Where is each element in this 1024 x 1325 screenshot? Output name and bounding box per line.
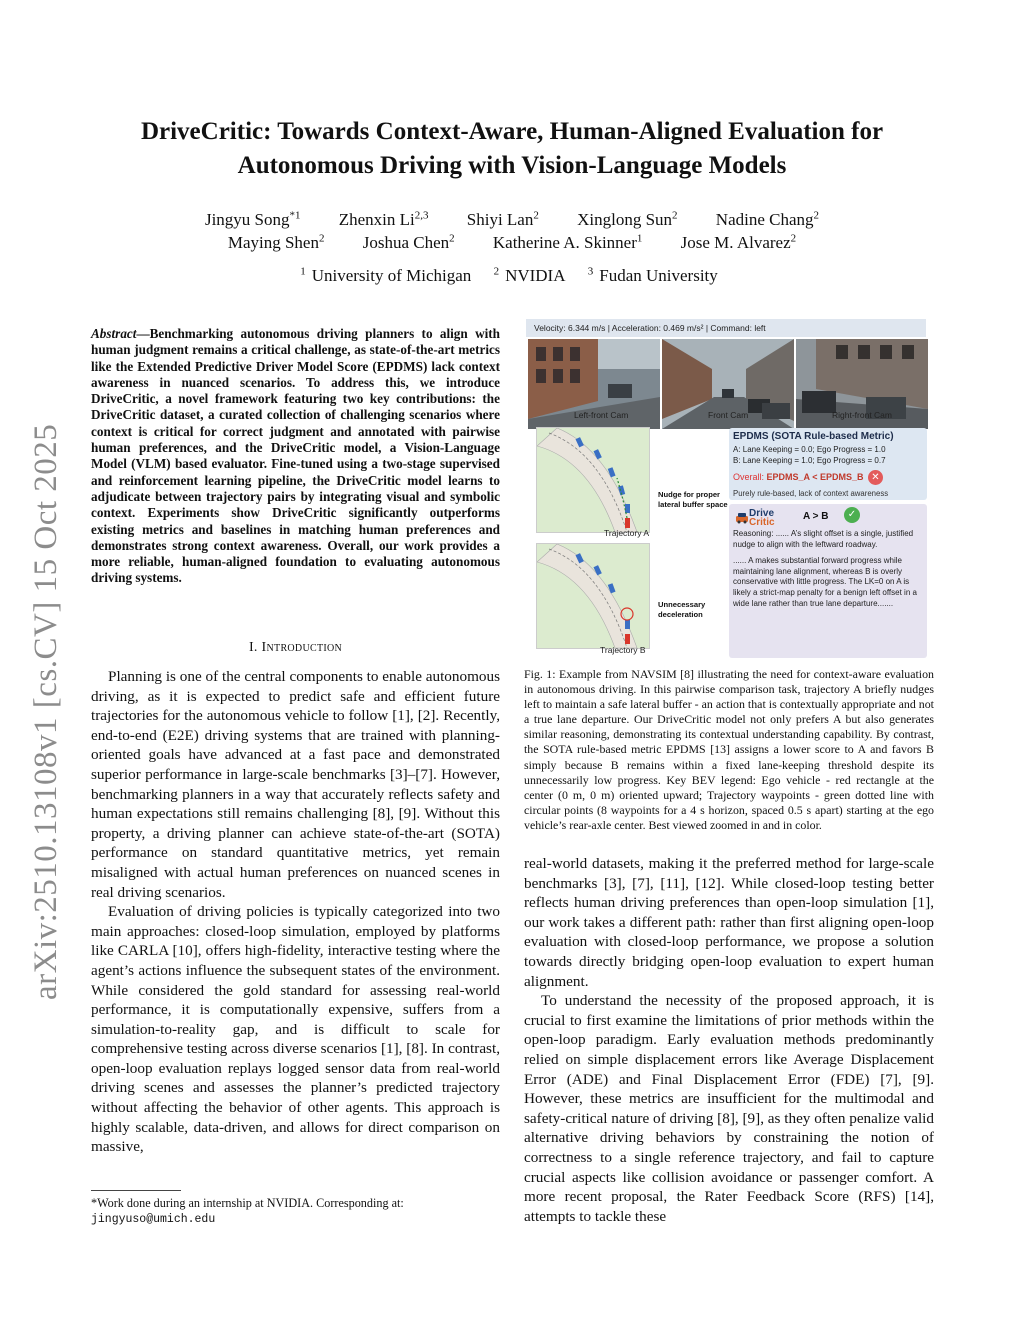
author: Zhenxin Li$^{2,3}$ bbox=[338, 209, 429, 229]
check-icon: ✓ bbox=[844, 507, 860, 523]
footnote: *Work done during an internship at NVIDIA. Corresponding at: jingyuso@umich.edu bbox=[91, 1196, 404, 1226]
epdms-title: EPDMS (SOTA Rule-based Metric) bbox=[733, 431, 894, 442]
affiliation: $^3$ Fudan University bbox=[587, 265, 718, 285]
drivecritic-logo: Drive Critic bbox=[735, 509, 785, 527]
paper-title bbox=[90, 115, 934, 183]
paragraph: Planning is one of the central components to enable autonomous driving, as it is expected to predict safe and efficient future trajectories for the autonomous vehicle to follow [1], [2]. Recently, end-to-end (E2E) driving systems that are trained with planning-oriented goals have advanced at a fast pace and demonstrated superior performance in large-scale benchmarks [3]–[7]. However, benchmarking planners in a way that accurately reflects safety and human expectations still remains challenging [8], [9]. Without this property, a driving planner can achieve state-of-the-art (SOTA) performance on standard quantitative metrics, yet remain misaligned with actual human preferences on nuanced scenes in real driving scenarios. bbox=[91, 668, 500, 901]
annotation-nudge: Nudge for proper lateral buffer space bbox=[658, 490, 728, 509]
affiliation: $^1$ University of Michigan bbox=[300, 265, 472, 285]
epdms-overall: Overall: EPDMS_A < EPDMS_B bbox=[733, 472, 864, 482]
car-icon bbox=[735, 512, 749, 524]
affiliation: $^2$ NVIDIA bbox=[493, 265, 566, 285]
paragraph: Evaluation of driving policies is typically categorized into two main approaches: closed-loop simulation, employed by platforms like CARLA [10], offers high-fidelity, interactive testing where the agent’s actions influence the subsequent states of the environment. While considered the gold standard for assessing real-world performance, it is computationally expensive, suffers from a simulation-to-reality gap, and is difficult to scale for comprehensive testing across diverse scenarios [1], [8]. In contrast, open-loop evaluation replays logged sensor data from real-world driving scenes and assesses the planner’s predicted trajectory without affecting the behavior of other agents. This approach is highly scalable, data-driven, and allows for direct comparison on massive, bbox=[91, 903, 500, 1156]
epdms-note: Purely rule-based, lack of context awareness bbox=[733, 489, 889, 498]
arxiv-stamp: arXiv:2510.13108v1 [cs.CV] 15 Oct 2025 bbox=[28, 423, 64, 1000]
abstract-text: Benchmarking autonomous driving planners to align with human judgment remains a critical challenge, as state-of-the-art metrics like the Extended Predictive Driver Model Score (EPDMS) lack context awareness in nuanced scenarios. To address this, we introduce DriveCritic, a novel framework featuring two key contributions: the DriveCritic dataset, a curated collection of challenging scenarios where context is critical for correct judgment and annotated with pairwise human preferences, and the DriveCritic model, a Vision-Language Model (VLM) based evaluator. Fine-tuned using a two-stage supervised and reinforcement learning pipeline, the DriveCritic model learns to adjudicate between trajectory pairs by integrating visual and symbolic context. Experiments show DriveCritic significantly outperforms existing metrics and baselines in matching human preferences and demonstrates strong context awareness. Overall, our work provides a more reliable, human-aligned foundation to evaluating autonomous driving systems. bbox=[91, 326, 500, 586]
author: Joshua Chen$^2$ bbox=[362, 232, 455, 252]
critic-reasoning bbox=[733, 529, 923, 615]
figure-1 bbox=[524, 318, 928, 658]
drivecritic-panel bbox=[729, 504, 927, 658]
cam-label-front: Front Cam bbox=[708, 410, 749, 420]
figure-caption: Fig. 1: Example from NAVSIM [8] illustrating the need for context-aware evaluation in autonomous driving. In this pairwise comparison task, trajectory A briefly nudges left to maintain a safe lateral buffer - an action that is contextually appropriate and not a true lane departure. Our DriveCritic model not only prefers A but also generates similar reasoning, demonstrating its contextual understanding capability. By contrast, the SOTA rule-based metric EPDMS [13] assigns a lower score to A and favors B simply because B remains within a fixed lane-keeping threshold despite its unnecessarily low progress. Key BEV legend: Ego vehicle - red rectangle at the center (0 m, 0 m) oriented upward; Trajectory waypoints - green dotted line with circular points (8 waypoints for a 4 s horizon, spaced 0.5 s apart) starting at the ego vehicle’s rear-axle center. Best viewed zoomed in and in color. bbox=[524, 667, 934, 832]
author: Nadine Chang$^2$ bbox=[715, 209, 820, 229]
epdms-panel bbox=[729, 428, 927, 500]
author: Jose M. Alvarez$^2$ bbox=[680, 232, 797, 252]
annotation-deceleration: Unnecessary deceleration bbox=[658, 600, 706, 619]
author: Maying Shen$^2$ bbox=[227, 232, 325, 252]
author: Katherine A. Skinner$^1$ bbox=[492, 232, 643, 252]
figure-status-bar: Velocity: 6.344 m/s | Acceleration: 0.469 m/s² | Command: left bbox=[526, 319, 926, 337]
epdms-line-b: B: Lane Keeping = 1.0; Ego Progress = 0.7 bbox=[733, 456, 886, 465]
author: Jingyu Song$^{*1}$ bbox=[204, 209, 301, 229]
trajectory-b-label: Trajectory B bbox=[600, 645, 646, 655]
cross-icon: ✕ bbox=[868, 470, 883, 485]
reasoning-part-2: ...... A makes substantial forward progress while maintaining lane alignment, whereas B is overly conservative with little progress. The LK=0 on A is likely a strict-map penalty for a benign left offset in a wide lane rather than true lane departure....... bbox=[733, 556, 917, 608]
cam-label-right: Right-front Cam bbox=[832, 410, 892, 420]
paragraph: real-world datasets, making it the preferred method for large-scale benchmarks [3], [7], [11], [12]. While closed-loop testing better reflects human driving preferences than open-loop simulation [1], our work takes a different path: rather than first aligning open-loop evaluation with closed-loop performance, we propose a solution towards directly bridging open-loop evaluation to expert human alignment. bbox=[524, 855, 934, 990]
trajectory-a-label: Trajectory A bbox=[604, 528, 650, 538]
abstract: Abstract—Benchmarking autonomous driving planners to align with human judgment remains a critical challenge, as state-of-the-art metrics like the Extended Predictive Driver Model Score (EPDMS) lack context awareness in nuanced scenarios. To address this, we introduce DriveCritic, a novel framework featuring two key contributions: the DriveCritic dataset, a curated collection of challenging scenarios where context is critical for correct judgment and annotated with pairwise human preferences, and the DriveCritic model, a Vision-Language Model (VLM) based evaluator. Fine-tuned using a two-stage supervised and reinforcement learning pipeline, the DriveCritic model learns to adjudicate between trajectory pairs by integrating visual and symbolic context. Experiments show DriveCritic significantly outperforms existing metrics and baselines in matching human preferences and demonstrates strong context awareness. Overall, our work provides a more reliable, human-aligned foundation to evaluating autonomous driving systems. bbox=[91, 326, 500, 586]
email-link[interactable]: jingyuso@umich.edu bbox=[91, 1213, 216, 1226]
critic-verdict: A > B bbox=[803, 511, 829, 522]
reasoning-part-1: Reasoning: ...... A’s slight offset is a single, justified nudge to align with the leftward roadway. bbox=[733, 529, 914, 549]
author-list bbox=[90, 208, 934, 254]
title-line-2: Autonomous Driving with Vision-Language Models bbox=[237, 152, 787, 179]
section-heading: I. Introduction bbox=[248, 640, 343, 655]
epdms-line-a: A: Lane Keeping = 0.0; Ego Progress = 1.0 bbox=[733, 445, 886, 454]
left-column-body bbox=[91, 667, 500, 1157]
title-line-1: DriveCritic: Towards Context-Aware, Human-Aligned Evaluation for bbox=[140, 118, 884, 145]
author: Xinglong Sun$^2$ bbox=[577, 209, 678, 229]
footnote-rule bbox=[91, 1190, 181, 1191]
affiliations bbox=[90, 266, 934, 286]
cam-label-left: Left-front Cam bbox=[574, 410, 629, 420]
bev-trajectory-b bbox=[536, 543, 650, 649]
author: Shiyi Lan$^2$ bbox=[466, 209, 539, 229]
bev-trajectory-a bbox=[536, 427, 650, 533]
right-column-body bbox=[524, 854, 934, 1226]
paragraph: To understand the necessity of the proposed approach, it is crucial to first examine the limitations of prior methods within the open-loop paradigm. Early evaluation methods predominantly relied on simple displacement errors like Average Displacement Error (ADE) and Final Displacement Error (FDE) [7], [9]. However, these metrics are insufficient for the multimodal and safety-critical nature of driving [8], [9], as they often penalize valid alternative driving behaviors by constraining the notion of correctness to a single reference trajectory, and fail to capture crucial aspects like collision avoidance or passenger comfort. A more recent proposal, the Rater Feedback Score (RFS) [14], attempts to tackle these bbox=[524, 992, 934, 1225]
abstract-label: Abstract bbox=[91, 326, 137, 341]
